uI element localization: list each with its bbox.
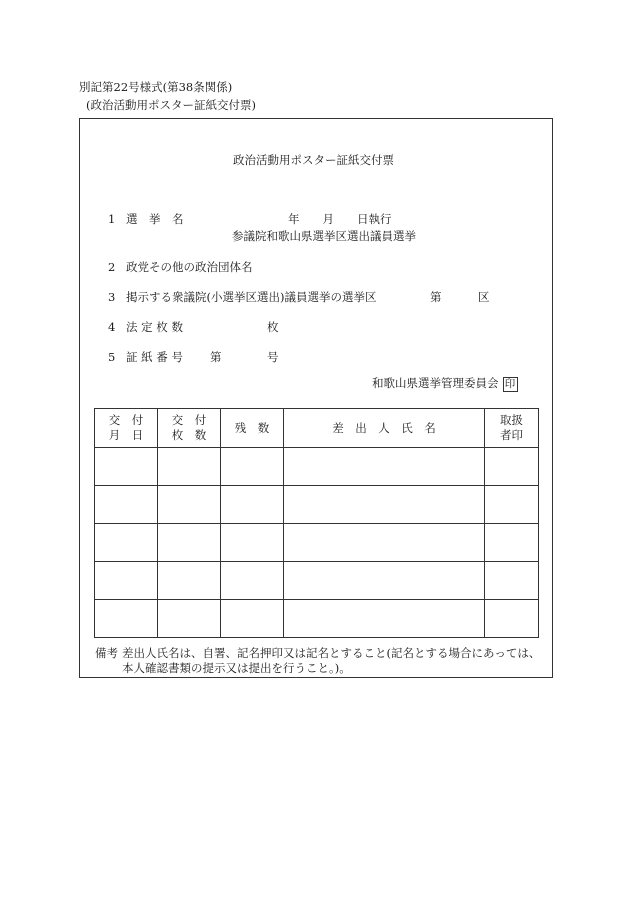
- table-row: [95, 524, 539, 562]
- table-header-row: [95, 409, 539, 448]
- cell-issue-count[interactable]: [158, 524, 221, 562]
- item4-unit: 枚: [267, 320, 279, 334]
- issuer-line: [372, 376, 518, 392]
- cell-submitter-name[interactable]: [284, 562, 485, 600]
- form-number: 別記第22号様式(第38条関係): [79, 80, 233, 94]
- header-remaining: 残 数: [221, 409, 284, 448]
- document-title: 政治活動用ポスター証紙交付票: [233, 153, 394, 167]
- issuer-name: 和歌山県選挙管理委員会: [372, 376, 499, 390]
- note-line1: 差出人氏名は、自署、記名押印又は記名とすること(記名とする場合にあっては、: [122, 646, 541, 660]
- cell-handler-seal[interactable]: [485, 562, 539, 600]
- header-issue-count: 交 付 枚 数: [158, 409, 221, 448]
- cell-handler-seal[interactable]: [485, 524, 539, 562]
- cell-remaining[interactable]: [221, 600, 284, 638]
- item4-number: 4: [108, 320, 116, 334]
- cell-submitter-name[interactable]: [284, 600, 485, 638]
- cell-issue-count[interactable]: [158, 600, 221, 638]
- cell-remaining[interactable]: [221, 448, 284, 486]
- cell-issue-date[interactable]: [95, 448, 158, 486]
- cell-handler-seal[interactable]: [485, 448, 539, 486]
- cell-issue-date[interactable]: [95, 524, 158, 562]
- cell-issue-count[interactable]: [158, 562, 221, 600]
- cell-handler-seal[interactable]: [485, 486, 539, 524]
- cell-issue-date[interactable]: [95, 486, 158, 524]
- note-label: 備考: [95, 646, 118, 660]
- item5-label: 証 紙 番 号: [126, 350, 183, 364]
- header-issue-date: 交 付 月 日: [95, 409, 158, 448]
- item3-number: 3: [108, 290, 116, 304]
- item3-dai: 第: [430, 290, 442, 304]
- cell-issue-date[interactable]: [95, 562, 158, 600]
- header-submitter-name: 差 出 人 氏 名: [284, 409, 485, 448]
- cell-submitter-name[interactable]: [284, 524, 485, 562]
- note-line2: 本人確認書類の提示又は提出を行うこと。)。: [122, 661, 351, 675]
- cell-remaining[interactable]: [221, 562, 284, 600]
- item2-number: 2: [108, 260, 116, 274]
- cell-issue-date[interactable]: [95, 600, 158, 638]
- item5-dai: 第: [210, 350, 222, 364]
- item1-date-fields: 年 月 日執行: [288, 212, 392, 226]
- table-row: [95, 448, 539, 486]
- cell-submitter-name[interactable]: [284, 486, 485, 524]
- table-row: [95, 562, 539, 600]
- item1-label: 選 挙 名: [126, 212, 184, 226]
- item5-gou: 号: [267, 350, 279, 364]
- table-body: [95, 448, 539, 638]
- cell-handler-seal[interactable]: [485, 600, 539, 638]
- item3-ku: 区: [478, 290, 490, 304]
- table-row: [95, 486, 539, 524]
- item3-label: 掲示する衆議院(小選挙区選出)議員選挙の選挙区: [126, 290, 377, 304]
- delivery-log-table: [94, 408, 539, 638]
- cell-issue-count[interactable]: [158, 486, 221, 524]
- item4-label: 法 定 枚 数: [126, 320, 183, 334]
- item1-number: 1: [108, 212, 116, 226]
- seal-mark: 印: [503, 377, 518, 392]
- cell-remaining[interactable]: [221, 524, 284, 562]
- cell-remaining[interactable]: [221, 486, 284, 524]
- cell-submitter-name[interactable]: [284, 448, 485, 486]
- table-row: [95, 600, 539, 638]
- item1-election-name: 参議院和歌山県選挙区選出議員選挙: [232, 229, 416, 243]
- item2-label: 政党その他の政治団体名: [126, 260, 253, 274]
- form-subtitle: (政治活動用ポスター証紙交付票): [86, 98, 256, 112]
- header-handler-seal: 取扱 者印: [485, 409, 539, 448]
- cell-issue-count[interactable]: [158, 448, 221, 486]
- item5-number: 5: [108, 350, 116, 364]
